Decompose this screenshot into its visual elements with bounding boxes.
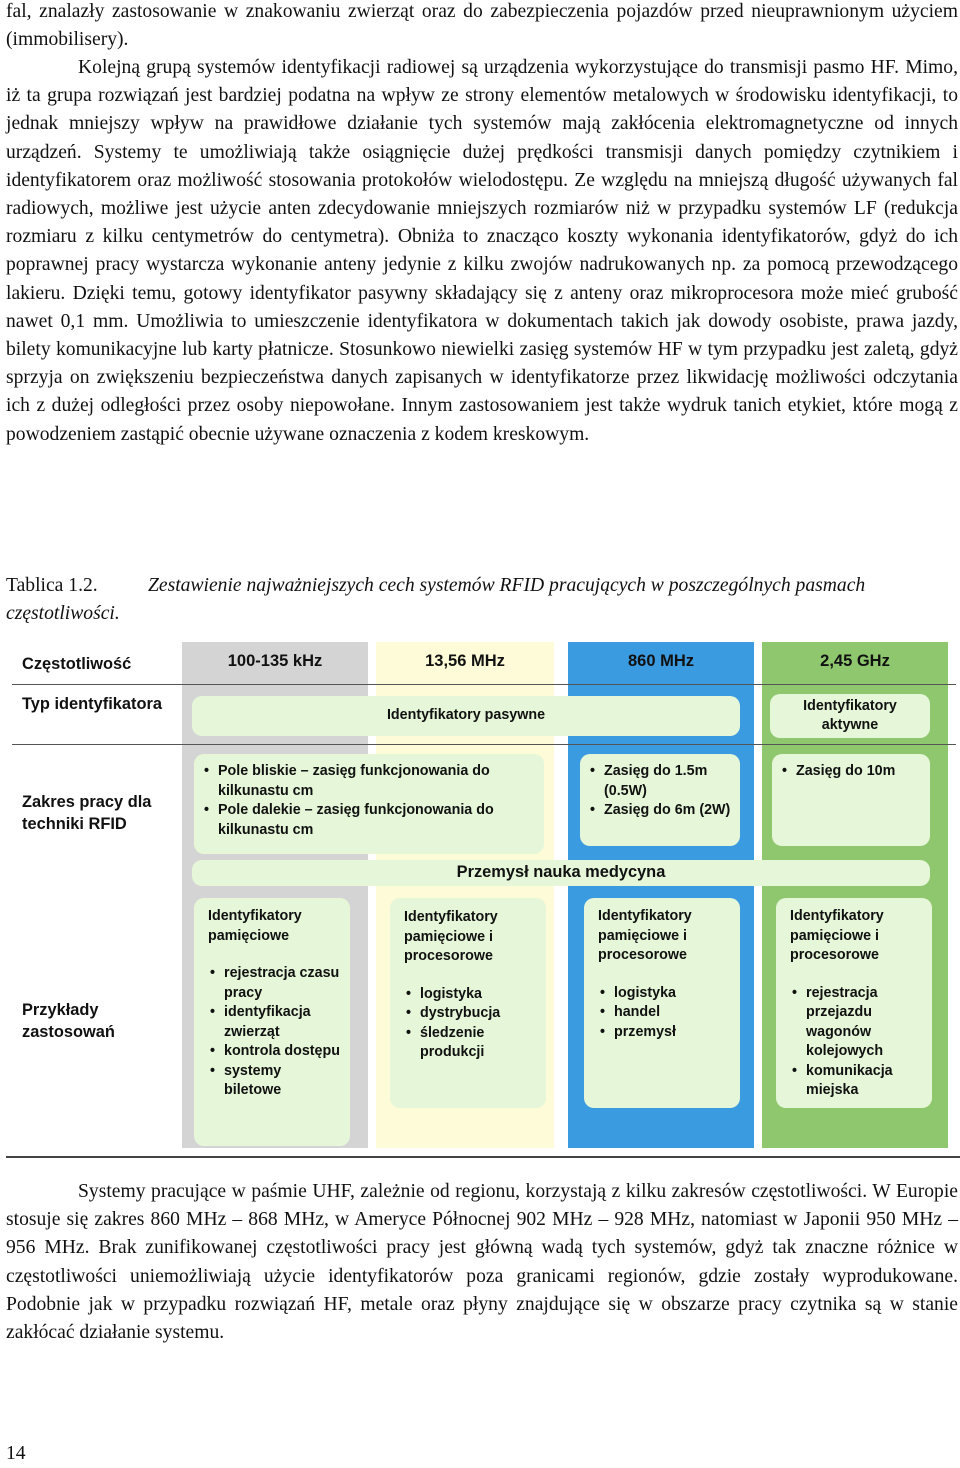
row-label-examples: Przykłady zastosowań [22,1001,115,1041]
caption-title: Zestawienie najważniejszych cech systemów RFID pracujących w poszczególnych pasmach częstotliwości. [6,575,866,625]
header-lf: 100-135 kHz [227,651,323,670]
examples-uhf-heading: Identyfikatory pamięciowe i procesorowe [598,908,692,963]
industry-banner: Przemysł nauka medycyna [192,860,930,886]
range-uhf-1: • Zasięg do 1.5m (0.5W) [588,762,732,801]
examples-lf-item: • kontrola dostępu [208,1042,340,1062]
paragraph-hf [6,54,958,449]
examples-lf-item: • identyfikacja zwierząt [208,1003,340,1042]
examples-lf-box [194,898,350,1146]
examples-mw-heading: Identyfikatory pamięciowe i procesorowe [790,908,884,963]
range-mw-box [772,754,930,846]
row-label-tag-type: Typ identyfikatora [22,695,162,713]
paragraph-uhf-text: Systemy pracujące w paśmie UHF, zależnie od regionu, korzystają z kilku zakresów częstotliwości. W Europie stosuje się zakres 860 MHz – 868 MHz, w Ameryce Północnej 902 MHz – 928 MHz, natomiast w Japonii 950 MHz – 956 MHz. Brak zunifikowanej częstotliwości pracy jest główną wadą tych systemów, gdyż tak znaczne różnice w częstotliwości uniemożliwiają użycie identyfikatorów poza granicami regionów, gdzie zostały wyprodukowane. Podobnie jak w przypadku rozwiązań HF, metale oraz płyny znajdujące się w obszarze pracy czytnika są w stanie zakłócać działanie systemu. [6,1181,958,1344]
range-mw-1: • Zasięg do 10m [780,762,922,782]
row-separator [12,744,956,745]
examples-mw-box [776,898,932,1108]
examples-uhf-box [584,898,740,1108]
paragraph-intro: fal, znalazły zastosowanie w znakowaniu zwierząt oraz do zabezpieczenia pojazdów przed nieuprawnionym użyciem (immobilisery). [6,1,958,51]
examples-hf-item: • logistyka [404,985,536,1005]
header-uhf: 860 MHz [627,651,695,670]
examples-mw-item: • komunikacja miejska [790,1062,922,1101]
range-uhf-box [580,754,740,846]
row-label-frequency: Częstotliwość [22,655,132,673]
examples-uhf-item: • logistyka [598,984,730,1004]
table-bottom-rule [6,1156,960,1158]
examples-mw-item: • rejestracja przejazdu wagonów kolejowych [790,984,922,1062]
passive-tags-box: Identyfikatory pasywne [192,696,740,736]
page-number: 14 [6,1443,26,1464]
row-separator [12,684,956,685]
range-hf-far: • Pole dalekie – zasięg funkcjonowania do kilkunastu cm [202,801,536,840]
examples-lf-item: • rejestracja czasu pracy [208,964,340,1003]
examples-lf-heading: Identyfikatory pamięciowe [208,908,302,944]
examples-hf-item: • śledzenie produkcji [404,1024,536,1063]
examples-uhf-item: • handel [598,1003,730,1023]
range-hf-near: • Pole bliskie – zasięg funkcjonowania do kilkunastu cm [202,762,536,801]
examples-uhf-item: • przemysł [598,1023,730,1043]
examples-hf-item: • dystrybucja [404,1004,536,1024]
rfid-comparison-table [0,636,960,1161]
examples-hf-heading: Identyfikatory pamięciowe i procesorowe [404,909,498,964]
range-hf-box [194,754,544,854]
header-hf: 13,56 MHz [425,651,505,670]
row-label-range: Zakres pracy dla techniki RFID [22,793,152,833]
range-uhf-2: • Zasięg do 6m (2W) [588,801,732,821]
paragraph-hf-text: Kolejną grupą systemów identyfikacji radiowej są urządzenia wykorzystujące do transmisji pasmo HF. Mimo, iż ta grupa rozwiązań jest bardziej podatna na wpływ ze strony elementów metalowych w środowisku identyfikacji, to jednak mniejszy wpływ na prawidłowe działanie tych systemów mają zakłócenia elektromagnetyczne od innych urządzeń. Systemy te umożliwiają także osiągnięcie dużej prędkości transmisji danych pomiędzy czytnikiem i identyfikatorem oraz możliwość stosowania protokołów wielodostępu. Ze względu na mniejszą długość używanych fal radiowych, możliwe jest użycie anten zdecydowanie mniejszych rozmiarów niż w przypadku systemów LF (redukcja rozmiaru z kilku centymetrów do centymetra). Obniża to znacząco koszty wykonania identyfikatorów, gdyż do ich poprawnej pracy wystarcza wykonanie anteny jedynie z kilku zwojów nadrukowanych np. za pomocą przewodzącego lakieru. Dzięki temu, gotowy identyfikator pasywny składający się z anteny oraz mikroprocesora może mieć grubość nawet 0,1 mm. Umożliwia to umieszczenie identyfikatora w dokumentach takich jak dowody osobiste, prawa jazdy, bilety komunikacyjne lub karty płatnicze. Stosunkowo niewielki zasięg systemów HF w tym przypadku jest zaletą, gdyż sprzyja on zwiększeniu bezpieczeństwa danych zapisanych w identyfikatorze przez likwidację możliwości odczytania ich z dużej odległości przez osoby niepowołane. Innym zastosowaniem jest także wydruk tanich etykiet, które mogą z powodzeniem zastąpić obecnie używane oznaczenia z kodem kreskowym. [6,57,958,445]
header-mw: 2,45 GHz [820,651,890,670]
examples-lf-item: • systemy biletowe [208,1062,340,1101]
examples-hf-box [390,898,546,1108]
paragraph-uhf [6,1178,958,1347]
caption-label: Tablica 1.2. [6,575,98,596]
table-caption [6,572,958,628]
active-tags-box: Identyfikatory aktywne [770,694,930,738]
